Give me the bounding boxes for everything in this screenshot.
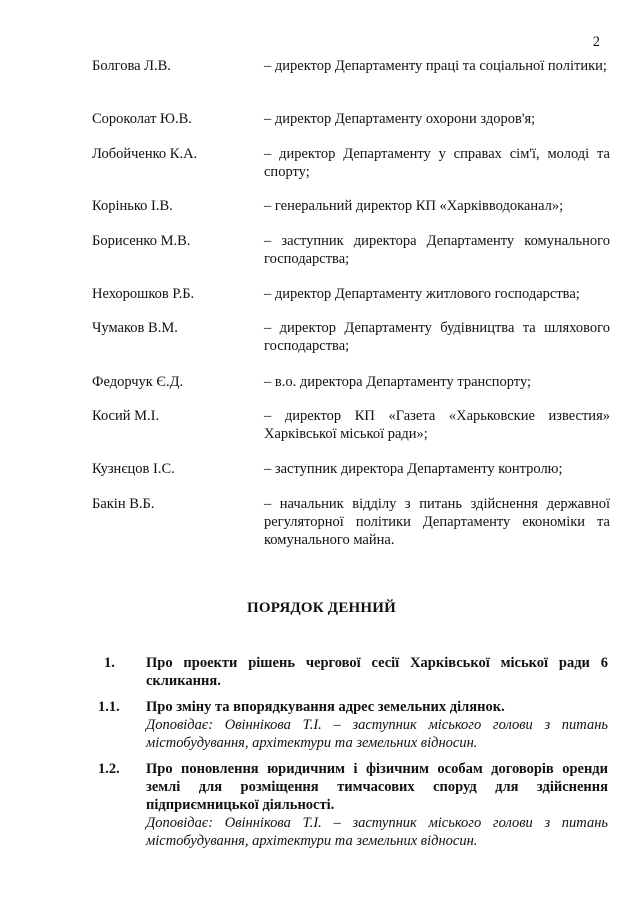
attendee-role: – директор Департаменту житлового господарства; [264,286,580,302]
agenda-item-title: Про зміну та впорядкування адрес земельних ділянок. [146,699,505,715]
agenda-item-number: 1.2. [98,761,120,777]
agenda-item-body [146,654,608,690]
page-number: 2 [592,34,600,50]
attendee-role: – генеральний директор КП «Харківводоканал»; [264,198,564,214]
attendee-role: – директор Департаменту будівництва та шляхового господарства; [264,320,610,354]
attendee-role: – заступник директора Департаменту контролю; [264,461,563,477]
attendee-role: – директор КП «Газета «Харьковские известия» Харківської міської ради»; [264,408,610,442]
attendee-role: – директор Департаменту праці та соціальної політики; [264,58,607,74]
agenda-item-body [146,698,608,752]
attendee-name: Кузнєцов І.С. [92,461,175,477]
attendee-name: Нехорошков Р.Б. [92,286,195,302]
attendee-role: – директор Департаменту охорони здоров'я; [264,111,536,127]
attendee-name: Борисенко М.В. [92,233,191,249]
attendee-role: – начальник відділу з питань здійснення державної регуляторної політики Департаменту економіки та комунального майна. [264,496,610,548]
attendee-name: Сороколат Ю.В. [92,111,192,127]
agenda-title: ПОРЯДОК ДЕННИЙ [247,600,396,616]
attendee-role: – заступник директора Департаменту комунального господарства; [264,233,610,267]
agenda-item-body [146,760,608,850]
attendee-name: Косий М.І. [92,408,160,424]
agenda-item-speaker: Доповідає: Овіннікова Т.І. – заступник міського голови з питань містобудування, архітектури та земельних відносин. [146,815,608,849]
attendee-role: – директор Департаменту у справах сім'ї, молоді та спорту; [264,146,610,180]
agenda-item-title: Про проекти рішень чергової сесії Харківської міської ради 6 скликання. [146,655,608,689]
attendee-name: Болгова Л.В. [92,58,171,74]
attendee-role: – в.о. директора Департаменту транспорту; [264,374,532,390]
agenda-item-title: Про поновлення юридичним і фізичним особам договорів оренди землі для розміщення тимчасових споруд для здійснення підприємницької діяльності. [146,761,608,813]
attendee-name: Лобойченко К.А. [92,146,198,162]
agenda-item-number: 1. [104,655,115,671]
attendee-name: Корінько І.В. [92,198,173,214]
agenda-item-speaker: Доповідає: Овіннікова Т.І. – заступник міського голови з питань містобудування, архітектури та земельних відносин. [146,717,608,751]
attendee-name: Чумаков В.М. [92,320,178,336]
agenda-item-number: 1.1. [98,699,120,715]
attendee-name: Бакін В.Б. [92,496,155,512]
attendee-name: Федорчук Є.Д. [92,374,184,390]
